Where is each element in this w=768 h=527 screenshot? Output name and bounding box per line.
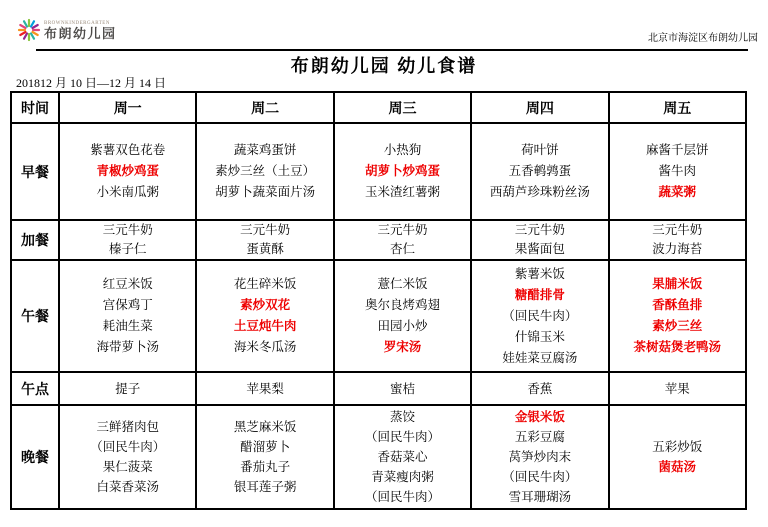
dish-item: 耗油生菜 <box>102 319 153 333</box>
dish-item: 酱牛肉 <box>658 164 697 178</box>
dish-item: 小米南瓜粥 <box>96 185 159 199</box>
dish-item: 香酥鱼排 <box>652 298 703 312</box>
dish-item: 蔬菜鸡蛋饼 <box>233 143 297 157</box>
dish-item: 银耳莲子粥 <box>233 480 297 494</box>
dish-item: 薏仁米饭 <box>377 277 428 291</box>
menu-table <box>10 91 747 510</box>
menu-cell <box>471 405 608 509</box>
dish-item: 蒸饺 <box>389 410 415 424</box>
dish-item: 果脯米饭 <box>652 277 703 291</box>
dish-item: 五彩豆腐 <box>514 430 565 444</box>
dish-item: 菌菇汤 <box>658 460 697 474</box>
menu-row <box>11 372 746 405</box>
dish-item: 三元牛奶 <box>514 223 565 237</box>
dish-item: 素炒双花 <box>240 298 291 312</box>
dish-item: 果仁菠菜 <box>102 460 153 474</box>
logo-burst-icon <box>17 18 41 42</box>
menu-header-row <box>11 92 746 123</box>
meal-row-label: 晚餐 <box>11 405 59 509</box>
header-divider <box>36 49 748 51</box>
dish-item: 杏仁 <box>389 242 415 256</box>
dish-item: 雪耳珊瑚汤 <box>508 490 572 504</box>
dish-item: 素炒三丝（土豆） <box>215 164 316 178</box>
dish-item: 金银米饭 <box>514 410 565 424</box>
dish-item: 小热狗 <box>383 143 422 157</box>
dish-item: 红豆米饭 <box>102 277 153 291</box>
dish-item: 三元牛奶 <box>240 223 291 237</box>
dish-item: 三鲜猪肉包 <box>96 420 159 434</box>
meal-row-label: 早餐 <box>11 123 59 220</box>
dish-item: 罗宋汤 <box>383 340 422 354</box>
dish-item: 蔬菜粥 <box>658 185 697 199</box>
meal-row-label: 加餐 <box>11 220 59 260</box>
menu-cell <box>609 123 746 220</box>
menu-cell <box>471 260 608 372</box>
dish-item: 紫薯双色花卷 <box>90 143 166 157</box>
menu-cell <box>196 405 333 509</box>
logo-subtext: BROWNKINDERGARTEN <box>44 20 110 26</box>
page-title: 布朗幼儿园 幼儿食谱 <box>290 56 478 76</box>
menu-cell <box>334 220 471 260</box>
dish-item: 提子 <box>115 381 141 396</box>
dish-item: 玉米渣红薯粥 <box>364 185 440 199</box>
menu-cell <box>59 372 196 405</box>
menu-row <box>11 260 746 372</box>
menu-cell <box>334 123 471 220</box>
dish-item: （回民牛肉） <box>502 308 578 323</box>
day-column-header: 周一 <box>59 92 196 123</box>
dish-item: 黑芝麻米饭 <box>233 420 297 434</box>
dish-item: 素炒三丝 <box>652 319 703 333</box>
menu-cell <box>334 372 471 405</box>
dish-item: 什锦玉米 <box>514 329 565 344</box>
menu-cell <box>609 372 746 405</box>
logo-text: 布朗幼儿园 <box>44 25 117 41</box>
dish-item: 莴笋炒肉末 <box>508 450 572 464</box>
dish-item: 西葫芦珍珠粉丝汤 <box>489 185 590 199</box>
menu-row <box>11 220 746 260</box>
menu-cell <box>196 372 333 405</box>
dish-item: 蛋黄酥 <box>246 242 284 256</box>
dish-item: （回民牛肉） <box>502 470 578 484</box>
menu-cell <box>59 220 196 260</box>
menu-cell <box>196 260 333 372</box>
dish-item: 醋溜萝卜 <box>240 440 291 454</box>
menu-cell <box>59 405 196 509</box>
dish-item: （回民牛肉） <box>364 490 440 504</box>
menu-cell <box>471 220 608 260</box>
menu-cell <box>334 405 471 509</box>
dish-item: 紫薯米饭 <box>514 266 565 281</box>
dish-item: 田园小炒 <box>377 319 428 333</box>
menu-cell <box>334 260 471 372</box>
dish-item: 海米冬瓜汤 <box>233 340 297 354</box>
dish-item: 麻酱千层饼 <box>646 143 709 157</box>
dish-item: 苹果梨 <box>246 381 284 396</box>
menu-cell <box>59 260 196 372</box>
dish-item: 青椒炒鸡蛋 <box>96 164 159 178</box>
dish-item: 三元牛奶 <box>377 223 428 237</box>
dish-item: 青菜瘦肉粥 <box>371 470 434 484</box>
dish-item: （回民牛肉） <box>364 430 440 444</box>
menu-cell <box>196 123 333 220</box>
dish-item: 胡萝卜蔬菜面片汤 <box>215 185 316 199</box>
day-column-header: 周四 <box>471 92 608 123</box>
dish-item: （回民牛肉） <box>90 440 166 454</box>
dish-item: 娃娃菜豆腐汤 <box>502 350 578 365</box>
dish-item: 荷叶饼 <box>521 143 559 157</box>
dish-item: 榛子仁 <box>108 242 147 256</box>
day-column-header: 周五 <box>609 92 746 123</box>
menu-cell <box>196 220 333 260</box>
dish-item: 白菜香菜汤 <box>96 480 159 494</box>
dish-item: 海带萝卜汤 <box>96 340 159 354</box>
dish-item: 胡萝卜炒鸡蛋 <box>364 164 440 178</box>
dish-item: 土豆炖牛肉 <box>233 319 297 333</box>
dish-item: 花生碎米饭 <box>233 277 297 291</box>
menu-cell <box>59 123 196 220</box>
menu-cell <box>609 405 746 509</box>
menu-row <box>11 123 746 220</box>
dish-item: 蜜桔 <box>389 381 415 396</box>
menu-cell <box>471 123 608 220</box>
dish-item: 宫保鸡丁 <box>102 298 153 312</box>
dish-item: 三元牛奶 <box>652 223 703 237</box>
dish-item: 果酱面包 <box>514 242 565 256</box>
dish-item: 香菇菜心 <box>377 450 428 464</box>
time-column-header: 时间 <box>11 92 59 123</box>
dish-item: 番茄丸子 <box>240 460 291 474</box>
header-school-name: 北京市海淀区布朗幼儿园 <box>648 33 758 44</box>
dish-item: 波力海苔 <box>652 242 703 256</box>
meal-row-label: 午餐 <box>11 260 59 372</box>
dish-item: 香蕉 <box>527 381 553 396</box>
menu-row <box>11 405 746 509</box>
logo-text-block <box>44 21 117 40</box>
dish-item: 奥尔良烤鸡翅 <box>364 298 440 312</box>
menu-cell <box>609 220 746 260</box>
day-column-header: 周二 <box>196 92 333 123</box>
menu-cell <box>609 260 746 372</box>
dish-item: 五香鹌鹑蛋 <box>508 164 572 178</box>
dish-item: 糖醋排骨 <box>514 287 565 302</box>
dish-item: 五彩炒饭 <box>652 440 703 454</box>
dish-item: 三元牛奶 <box>102 223 153 237</box>
day-column-header: 周三 <box>334 92 471 123</box>
dish-item: 苹果 <box>664 381 690 396</box>
meal-row-label: 午点 <box>11 372 59 405</box>
logo <box>17 18 117 42</box>
date-range: 201812 月 10 日—12 月 14 日 <box>16 76 167 90</box>
menu-cell <box>471 372 608 405</box>
dish-item: 茶树菇煲老鸭汤 <box>633 340 722 354</box>
